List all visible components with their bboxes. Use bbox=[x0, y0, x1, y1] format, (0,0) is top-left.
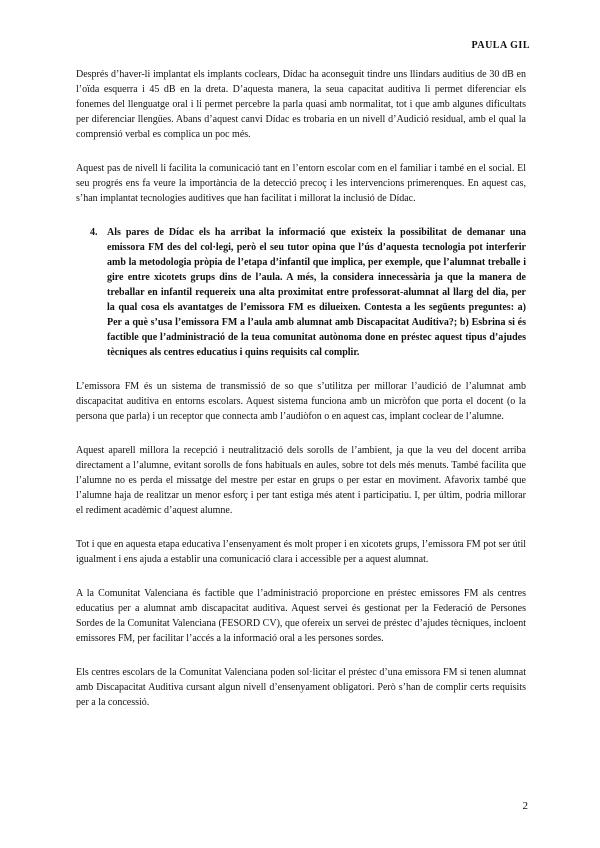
answer-paragraph: Aquest aparell millora la recepció i neutralització dels sorolls de l’ambient, ja que la veu del docent arriba directament a l’alumne, evitant sorolls de fons habituals en aules, sobre tot dels més menuts. També facilita que l’alumne no es perda el missatge del mestre per estar en grups o per estar en moviment. Afavorix també que l’alumne haja de realitzar un menor esforç i per tant estiga més atent i participatiu. I, per últim, podria millorar el rediment acadèmic d’aquest alumne. bbox=[76, 445, 526, 516]
page-content bbox=[76, 67, 526, 729]
page-number: 2 bbox=[522, 800, 528, 812]
question-number: 4. bbox=[90, 227, 98, 238]
answer-paragraph: L’emissora FM és un sistema de transmissió de so que s’utilitza per millorar l’audició de l’alumnat amb discapacitat auditiva en entorns escolars. Aquest sistema funciona amb un micròfon que porta el docent (o la persona que parla) i un receptor que connecta amb l’audiòfon o en aquest cas, implant coclear de l’alumne. bbox=[76, 381, 526, 422]
answer-paragraph: Els centres escolars de la Comunitat Valenciana poden sol·licitar el préstec d’una emissora FM si tenen alumnat amb Discapacitat Auditiva cursant algun nivell d’ensenyament obligatori. Però s’han de complir certs requisits per a la concessió. bbox=[76, 667, 526, 708]
question-item bbox=[90, 225, 526, 360]
paragraph: Després d’haver-li implantat els implants coclears, Dídac ha aconseguit tindre uns llindars auditius de 30 dB en l’oïda esquerra i 45 dB en la dreta. D’aquesta manera, la seua capacitat auditiva li permet diferenciar els fonemes del llenguatge oral i li permet percebre la parla quasi amb normalitat, tot i que amb algunes dificultats per diferenciar llengües. Abans d’aquest canvi Dídac es trobaria en un nivell d’Audició residual, amb el qual la comprensió verbal es complica un poc més. bbox=[76, 69, 526, 140]
answer-paragraph: Tot i que en aquesta etapa educativa l’ensenyament és molt proper i en xicotets grups, l’emissora FM pot ser útil igualment i ens ajuda a establir una comunicació clara i accessible per a aquest alumnat. bbox=[76, 539, 526, 565]
paragraph: Aquest pas de nivell li facilita la comunicació tant en l’entorn escolar com en el familiar i també en el social. El seu progrés ens fa veure la importància de la detecció precoç i les intervencions primerenques. En aquest cas, s’han implantat tecnologies auditives que han facilitat i millorat la inclusió de Dídac. bbox=[76, 163, 526, 204]
answer-paragraph: A la Comunitat Valenciana és factible que l’administració proporcione en préstec emissores FM als centres educatius per a alumnat amb discapacitat auditiva. Aquest servei és gestionat per la Federació de Persones Sordes de la Comunitat Valenciana (FESORD CV), que ofereix un servei de préstec d’ajudes tècniques, incloent emissores FM, per facilitar l’accés a la informació oral a les persones sordes. bbox=[76, 588, 526, 644]
author-header: PAULA GIL bbox=[471, 40, 530, 51]
question-text: Als pares de Dídac els ha arribat la informació que existeix la possibilitat de demanar una emissora FM des del col·legi, però el seu tutor opina que l’ús d’aquesta tecnologia pot interferir amb la metodologia pròpia de l’etapa d’infantil que implica, per exemple, que l’alumnat treballe i gire entre xicotets grups dins de l’aula. A més, la considera innecessària ja que la manera de treballar en infantil requereix una alta proximitat entre professorat-alumnat al llarg del dia, per la qual cosa els avantatges de l’emissora FM es dilueixen. Contesta a les següents preguntes: a) Per a què s’usa l’emissora FM a l’aula amb alumnat amb Discapacitat Auditiva?; b) Esbrina si és factible que l’administració de la teua comunitat autònoma done en préstec aquest tipus d’ajudes tècniques als centres educatius i quins requisits cal complir. bbox=[107, 227, 526, 358]
